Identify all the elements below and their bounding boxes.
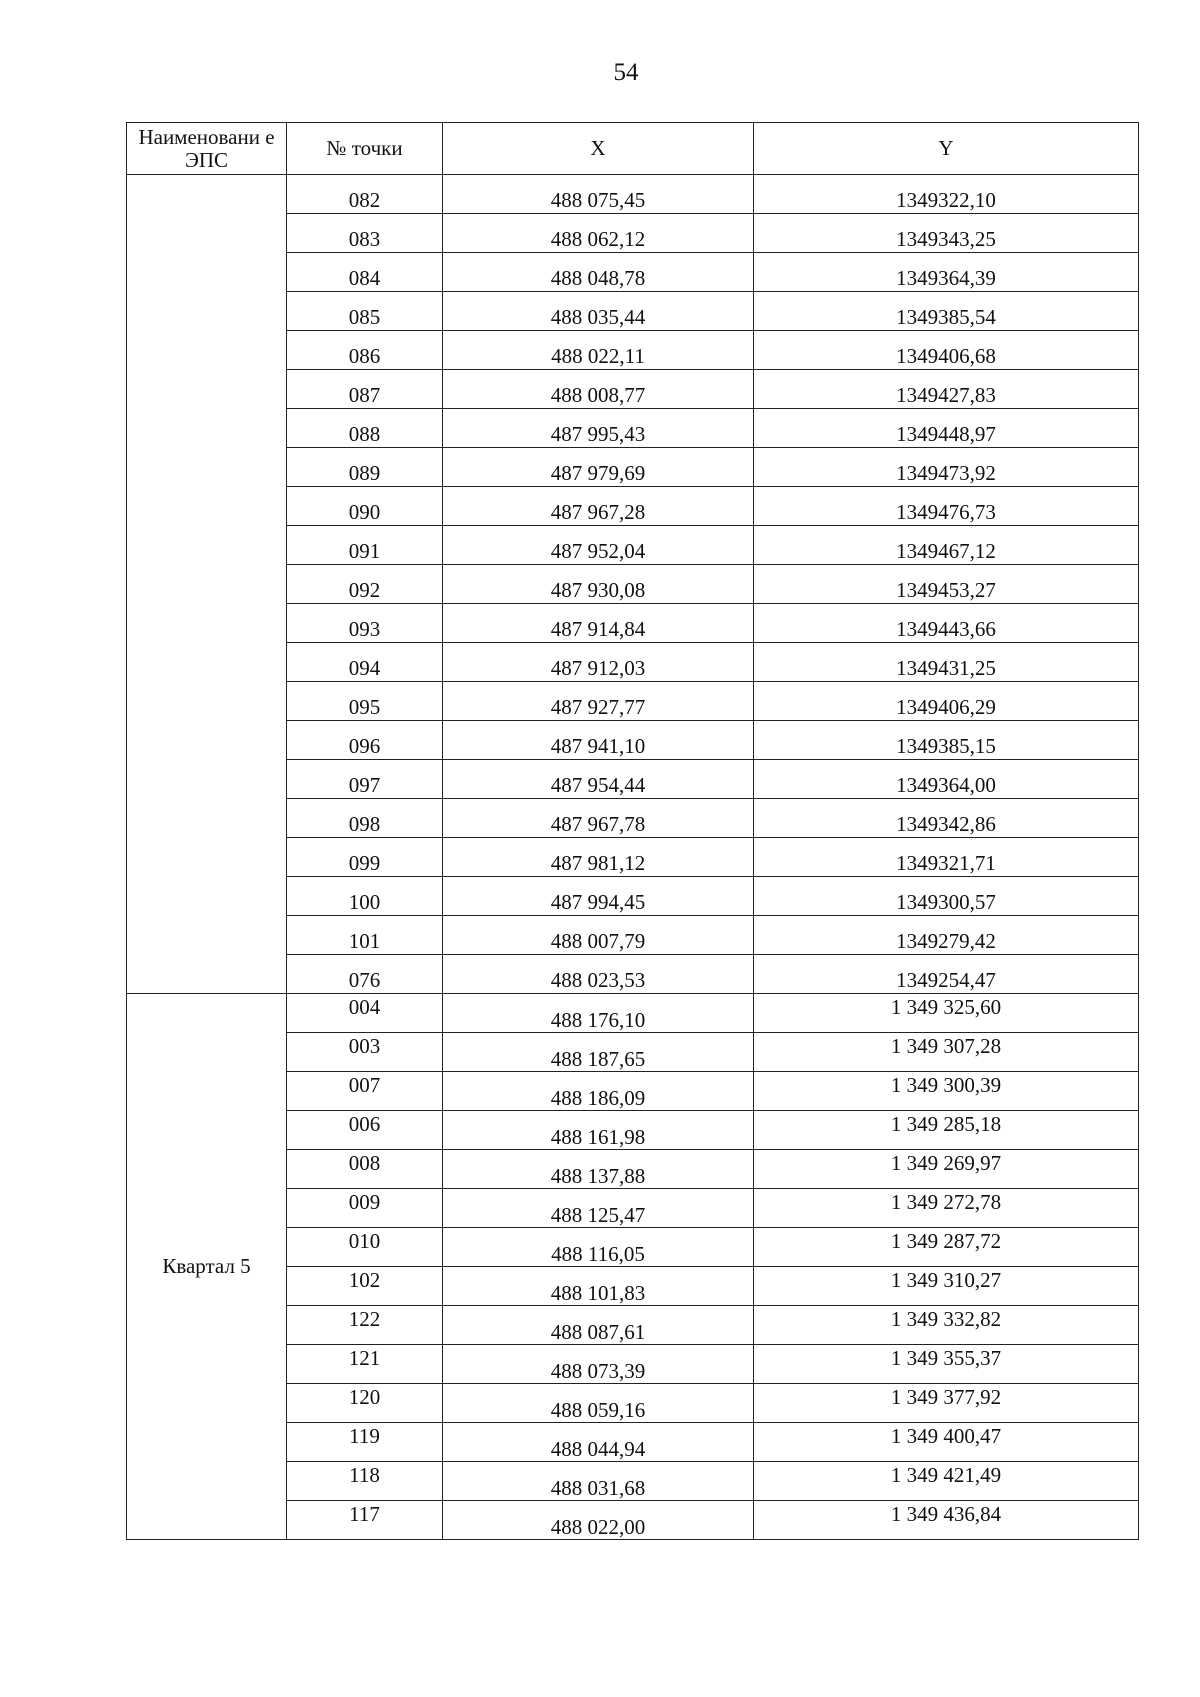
point-number-cell: 004 xyxy=(287,994,443,1033)
y-coordinate-cell: 1 349 377,92 xyxy=(754,1384,1139,1423)
y-coordinate-cell: 1 349 300,39 xyxy=(754,1072,1139,1111)
point-number-cell: 121 xyxy=(287,1345,443,1384)
point-number-cell: 087 xyxy=(287,370,443,409)
y-coordinate-cell: 1349342,86 xyxy=(754,799,1139,838)
x-coordinate-cell: 488 007,79 xyxy=(443,916,754,955)
table-group-2 xyxy=(127,994,1139,1540)
x-coordinate-cell: 488 137,88 xyxy=(443,1150,754,1189)
y-coordinate-cell: 1 349 307,28 xyxy=(754,1033,1139,1072)
y-coordinate-cell: 1349431,25 xyxy=(754,643,1139,682)
point-number-cell: 003 xyxy=(287,1033,443,1072)
y-coordinate-cell: 1349343,25 xyxy=(754,214,1139,253)
table-row xyxy=(127,994,1139,1033)
x-coordinate-cell: 488 035,44 xyxy=(443,292,754,331)
point-number-cell: 118 xyxy=(287,1462,443,1501)
x-coordinate-cell: 487 912,03 xyxy=(443,643,754,682)
x-coordinate-cell: 488 075,45 xyxy=(443,175,754,214)
point-number-cell: 092 xyxy=(287,565,443,604)
point-number-cell: 099 xyxy=(287,838,443,877)
point-number-cell: 076 xyxy=(287,955,443,994)
x-coordinate-cell: 487 954,44 xyxy=(443,760,754,799)
point-number-cell: 091 xyxy=(287,526,443,565)
x-coordinate-cell: 488 008,77 xyxy=(443,370,754,409)
x-coordinate-cell: 488 116,05 xyxy=(443,1228,754,1267)
x-coordinate-cell: 488 187,65 xyxy=(443,1033,754,1072)
point-number-cell: 098 xyxy=(287,799,443,838)
y-coordinate-cell: 1 349 285,18 xyxy=(754,1111,1139,1150)
y-coordinate-cell: 1349322,10 xyxy=(754,175,1139,214)
y-coordinate-cell: 1349364,00 xyxy=(754,760,1139,799)
y-coordinate-cell: 1349385,15 xyxy=(754,721,1139,760)
y-coordinate-cell: 1349448,97 xyxy=(754,409,1139,448)
y-coordinate-cell: 1 349 287,72 xyxy=(754,1228,1139,1267)
header-point-number: № точки xyxy=(287,123,443,175)
point-number-cell: 117 xyxy=(287,1501,443,1540)
x-coordinate-cell: 488 101,83 xyxy=(443,1267,754,1306)
y-coordinate-cell: 1349453,27 xyxy=(754,565,1139,604)
x-coordinate-cell: 488 087,61 xyxy=(443,1306,754,1345)
x-coordinate-cell: 488 059,16 xyxy=(443,1384,754,1423)
y-coordinate-cell: 1 349 325,60 xyxy=(754,994,1139,1033)
point-number-cell: 120 xyxy=(287,1384,443,1423)
x-coordinate-cell: 488 186,09 xyxy=(443,1072,754,1111)
point-number-cell: 102 xyxy=(287,1267,443,1306)
y-coordinate-cell: 1349427,83 xyxy=(754,370,1139,409)
eps-name-cell xyxy=(127,175,287,994)
x-coordinate-cell: 488 048,78 xyxy=(443,253,754,292)
point-number-cell: 085 xyxy=(287,292,443,331)
point-number-cell: 088 xyxy=(287,409,443,448)
point-number-cell: 096 xyxy=(287,721,443,760)
point-number-cell: 093 xyxy=(287,604,443,643)
y-coordinate-cell: 1 349 436,84 xyxy=(754,1501,1139,1540)
x-coordinate-cell: 487 941,10 xyxy=(443,721,754,760)
y-coordinate-cell: 1349385,54 xyxy=(754,292,1139,331)
coordinates-table xyxy=(126,122,1139,1540)
point-number-cell: 094 xyxy=(287,643,443,682)
y-coordinate-cell: 1 349 421,49 xyxy=(754,1462,1139,1501)
point-number-cell: 010 xyxy=(287,1228,443,1267)
y-coordinate-cell: 1 349 310,27 xyxy=(754,1267,1139,1306)
y-coordinate-cell: 1 349 272,78 xyxy=(754,1189,1139,1228)
y-coordinate-cell: 1 349 269,97 xyxy=(754,1150,1139,1189)
y-coordinate-cell: 1349279,42 xyxy=(754,916,1139,955)
x-coordinate-cell: 488 125,47 xyxy=(443,1189,754,1228)
header-eps-name: Наименовани е ЭПС xyxy=(127,123,287,175)
x-coordinate-cell: 488 022,00 xyxy=(443,1501,754,1540)
y-coordinate-cell: 1349443,66 xyxy=(754,604,1139,643)
x-coordinate-cell: 487 981,12 xyxy=(443,838,754,877)
y-coordinate-cell: 1349321,71 xyxy=(754,838,1139,877)
point-number-cell: 082 xyxy=(287,175,443,214)
point-number-cell: 009 xyxy=(287,1189,443,1228)
x-coordinate-cell: 487 967,78 xyxy=(443,799,754,838)
x-coordinate-cell: 487 979,69 xyxy=(443,448,754,487)
header-x: X xyxy=(443,123,754,175)
point-number-cell: 086 xyxy=(287,331,443,370)
x-coordinate-cell: 488 176,10 xyxy=(443,994,754,1033)
x-coordinate-cell: 487 995,43 xyxy=(443,409,754,448)
x-coordinate-cell: 488 161,98 xyxy=(443,1111,754,1150)
x-coordinate-cell: 487 952,04 xyxy=(443,526,754,565)
y-coordinate-cell: 1349406,68 xyxy=(754,331,1139,370)
x-coordinate-cell: 488 023,53 xyxy=(443,955,754,994)
y-coordinate-cell: 1349364,39 xyxy=(754,253,1139,292)
x-coordinate-cell: 487 967,28 xyxy=(443,487,754,526)
x-coordinate-cell: 488 062,12 xyxy=(443,214,754,253)
point-number-cell: 084 xyxy=(287,253,443,292)
y-coordinate-cell: 1349476,73 xyxy=(754,487,1139,526)
point-number-cell: 122 xyxy=(287,1306,443,1345)
point-number-cell: 100 xyxy=(287,877,443,916)
point-number-cell: 008 xyxy=(287,1150,443,1189)
y-coordinate-cell: 1 349 355,37 xyxy=(754,1345,1139,1384)
page-number: 54 xyxy=(613,59,639,86)
x-coordinate-cell: 487 914,84 xyxy=(443,604,754,643)
y-coordinate-cell: 1349473,92 xyxy=(754,448,1139,487)
x-coordinate-cell: 488 044,94 xyxy=(443,1423,754,1462)
point-number-cell: 101 xyxy=(287,916,443,955)
x-coordinate-cell: 488 022,11 xyxy=(443,331,754,370)
y-coordinate-cell: 1 349 332,82 xyxy=(754,1306,1139,1345)
table-header-row xyxy=(127,123,1139,175)
table-group-1 xyxy=(127,175,1139,994)
point-number-cell: 097 xyxy=(287,760,443,799)
eps-name-cell: Квартал 5 xyxy=(127,994,287,1540)
x-coordinate-cell: 487 930,08 xyxy=(443,565,754,604)
point-number-cell: 006 xyxy=(287,1111,443,1150)
x-coordinate-cell: 488 031,68 xyxy=(443,1462,754,1501)
y-coordinate-cell: 1349300,57 xyxy=(754,877,1139,916)
y-coordinate-cell: 1 349 400,47 xyxy=(754,1423,1139,1462)
point-number-cell: 119 xyxy=(287,1423,443,1462)
y-coordinate-cell: 1349254,47 xyxy=(754,955,1139,994)
y-coordinate-cell: 1349406,29 xyxy=(754,682,1139,721)
y-coordinate-cell: 1349467,12 xyxy=(754,526,1139,565)
table-row xyxy=(127,175,1139,214)
point-number-cell: 090 xyxy=(287,487,443,526)
point-number-cell: 083 xyxy=(287,214,443,253)
x-coordinate-cell: 487 927,77 xyxy=(443,682,754,721)
header-y: Y xyxy=(754,123,1139,175)
point-number-cell: 007 xyxy=(287,1072,443,1111)
point-number-cell: 089 xyxy=(287,448,443,487)
x-coordinate-cell: 487 994,45 xyxy=(443,877,754,916)
x-coordinate-cell: 488 073,39 xyxy=(443,1345,754,1384)
point-number-cell: 095 xyxy=(287,682,443,721)
